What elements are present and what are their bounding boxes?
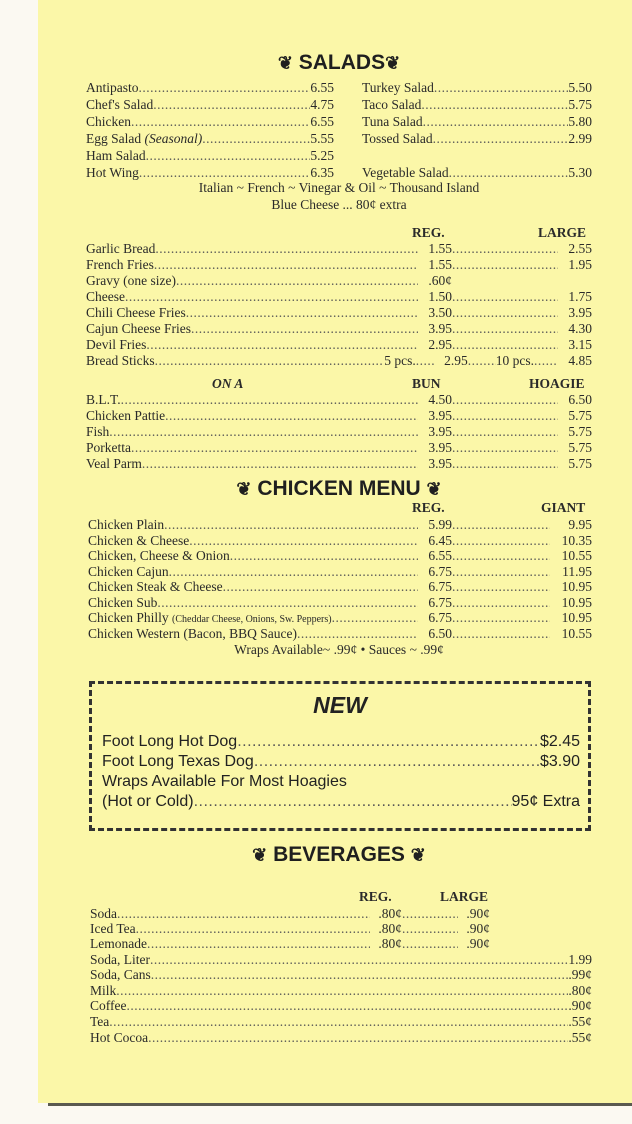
menu-item bbox=[90, 967, 592, 983]
price-large: 3.95 bbox=[568, 305, 592, 320]
item-price: 6.35 bbox=[310, 165, 334, 180]
menu-item bbox=[90, 1014, 592, 1030]
menu-item bbox=[88, 517, 592, 533]
item-name: Chef's Salad bbox=[86, 97, 154, 112]
item-name: Bread Sticks bbox=[86, 353, 155, 368]
price-large: 1.95 bbox=[568, 257, 592, 272]
item-name: Soda, Liter bbox=[90, 952, 150, 967]
menu-item bbox=[86, 392, 592, 408]
item-name: Chicken, Cheese & Onion bbox=[88, 548, 230, 563]
beverages-heading bbox=[86, 843, 592, 867]
item-price: 2.99 bbox=[568, 131, 592, 146]
price-large: 3.15 bbox=[568, 337, 592, 352]
menu-item bbox=[86, 289, 592, 305]
price-reg: 6.75 bbox=[428, 595, 452, 610]
item-name: Chicken Steak & Cheese bbox=[88, 579, 223, 594]
menu-item bbox=[86, 131, 334, 147]
item-name: Soda, Cans bbox=[90, 967, 151, 982]
item-name: Gravy (one size) bbox=[86, 273, 176, 288]
menu-item bbox=[88, 564, 592, 580]
item-name: French Fries bbox=[86, 257, 154, 272]
col-reg: REG. bbox=[412, 500, 445, 515]
price-reg: .80¢ bbox=[378, 936, 402, 951]
price-reg: 3.95 bbox=[428, 321, 452, 336]
item-note: (Cheddar Cheese, Onions, Sw. Peppers) bbox=[172, 614, 332, 625]
price-giant: 10.55 bbox=[561, 626, 592, 641]
price-reg: 1.55 bbox=[428, 257, 452, 272]
menu-item bbox=[86, 353, 592, 369]
wraps-text: Wraps Available For Most Hoagies bbox=[102, 773, 347, 790]
item-price: .99¢ bbox=[568, 967, 592, 982]
leaf-ornament-icon: ❦ bbox=[410, 845, 426, 865]
item-name: Coffee bbox=[90, 998, 127, 1013]
item-price: 5.25 bbox=[310, 148, 334, 163]
price-giant: 9.95 bbox=[568, 517, 592, 532]
item-price: $2.45 bbox=[539, 733, 580, 750]
item-name: Chili Cheese Fries bbox=[86, 305, 186, 320]
item-name: Hot Wing bbox=[86, 165, 139, 180]
menu-item bbox=[90, 952, 592, 968]
price-reg: 2.95 bbox=[428, 337, 452, 352]
menu-item bbox=[90, 921, 490, 937]
menu-item bbox=[86, 273, 592, 289]
price-large: 4.85 bbox=[568, 353, 592, 368]
price-large: 1.75 bbox=[568, 289, 592, 304]
item-name: Antipasto bbox=[86, 80, 139, 95]
item-name: Garlic Bread bbox=[86, 241, 156, 256]
menu-item bbox=[86, 456, 592, 472]
price-giant: 10.35 bbox=[561, 533, 592, 548]
price-bun: 3.95 bbox=[428, 440, 452, 455]
dressings-list: Italian ~ French ~ Vinegar & Oil ~ Thousand Island bbox=[198, 180, 480, 195]
item-name: Cajun Cheese Fries bbox=[86, 321, 191, 336]
menu-item bbox=[90, 998, 592, 1014]
item-name: Porketta bbox=[86, 440, 131, 455]
menu-item bbox=[88, 595, 592, 611]
menu-item bbox=[86, 165, 334, 181]
price-reg: 5.99 bbox=[428, 517, 452, 532]
price-large: .90¢ bbox=[466, 936, 490, 951]
price-hoagie: 5.75 bbox=[568, 424, 592, 439]
item-name: Hot Cocoa bbox=[90, 1030, 149, 1045]
price-giant: 10.95 bbox=[561, 595, 592, 610]
item-price: 1.99 bbox=[568, 952, 592, 967]
blue-cheese-note: Blue Cheese ... 80¢ extra bbox=[271, 197, 407, 212]
menu-item bbox=[88, 626, 592, 642]
item-name: Tossed Salad bbox=[362, 131, 433, 146]
col-on-a: ON A bbox=[212, 376, 244, 391]
col-giant: GIANT bbox=[541, 500, 586, 515]
menu-item bbox=[90, 906, 490, 922]
wraps-line bbox=[102, 772, 580, 792]
chicken-menu-title: CHICKEN MENU bbox=[257, 477, 421, 500]
item-price: .55¢ bbox=[568, 1014, 592, 1029]
item-price: 5.50 bbox=[568, 80, 592, 95]
menu-item bbox=[86, 321, 592, 337]
col-large: LARGE bbox=[440, 889, 489, 904]
chicken-menu-heading bbox=[86, 477, 592, 501]
menu-item bbox=[90, 1030, 592, 1046]
item-price: 4.75 bbox=[310, 97, 334, 112]
item-price: 5.75 bbox=[568, 97, 592, 112]
item-name: Cheese bbox=[86, 289, 125, 304]
menu-item bbox=[86, 305, 592, 321]
col-reg: REG. bbox=[359, 889, 392, 904]
menu-item bbox=[362, 80, 592, 96]
item-name: (Hot or Cold) bbox=[102, 793, 194, 810]
leaf-ornament-icon: ❦ bbox=[236, 479, 252, 499]
menu-item bbox=[88, 610, 592, 626]
col-bun: BUN bbox=[412, 376, 441, 391]
menu-item bbox=[362, 97, 592, 113]
wraps-sauces-note: Wraps Available~ .99¢ • Sauces ~ .99¢ bbox=[234, 642, 444, 657]
item-name: Chicken Pattie bbox=[86, 408, 166, 423]
item-name: Chicken bbox=[86, 114, 131, 129]
item-name: Chicken Plain bbox=[88, 517, 165, 532]
menu-item bbox=[362, 165, 592, 181]
new-title: NEW bbox=[313, 692, 367, 718]
menu-item bbox=[86, 148, 334, 164]
price-hoagie: 5.75 bbox=[568, 456, 592, 471]
item-price: 6.55 bbox=[310, 80, 334, 95]
price-reg: 6.75 bbox=[428, 610, 452, 625]
menu-item bbox=[86, 257, 592, 273]
col-large: LARGE bbox=[538, 225, 587, 240]
paper-edge bbox=[48, 1103, 632, 1106]
menu-item bbox=[86, 424, 592, 440]
price-giant: 10.55 bbox=[561, 548, 592, 563]
price-reg: 6.75 bbox=[428, 579, 452, 594]
item-name: Milk bbox=[90, 983, 117, 998]
price-bun: 3.95 bbox=[428, 408, 452, 423]
price-bun: 4.50 bbox=[428, 392, 452, 407]
item-name: Chicken Cajun bbox=[88, 564, 169, 579]
menu-item bbox=[102, 732, 580, 752]
price-reg: 1.55 bbox=[428, 241, 452, 256]
price-large: 4.30 bbox=[568, 321, 592, 336]
item-name: Veal Parm bbox=[86, 456, 142, 471]
price-reg: .80¢ bbox=[378, 906, 402, 921]
menu-item bbox=[86, 80, 334, 96]
price-hoagie: 5.75 bbox=[568, 408, 592, 423]
item-name: Tuna Salad bbox=[362, 114, 423, 129]
salads-heading bbox=[86, 51, 592, 75]
price-reg: 6.50 bbox=[428, 626, 452, 641]
price-large: .90¢ bbox=[466, 906, 490, 921]
col-reg: REG. bbox=[412, 225, 445, 240]
beverages-title: BEVERAGES bbox=[273, 843, 405, 866]
price-reg: .60¢ bbox=[428, 273, 452, 288]
price-reg: 6.45 bbox=[428, 533, 452, 548]
item-price: 5.80 bbox=[568, 114, 592, 129]
menu-item bbox=[86, 440, 592, 456]
item-price: 5.30 bbox=[568, 165, 592, 180]
price-reg: 6.75 bbox=[428, 564, 452, 579]
item-name: Foot Long Texas Dog bbox=[102, 753, 254, 770]
item-price: .90¢ bbox=[568, 998, 592, 1013]
item-price: 95¢ Extra bbox=[511, 793, 580, 810]
salads-title: SALADS bbox=[298, 51, 386, 74]
item-price: 5.55 bbox=[310, 131, 334, 146]
menu-item bbox=[86, 408, 592, 424]
leaf-ornament-icon: ❦ bbox=[277, 53, 293, 73]
menu-item bbox=[86, 97, 334, 113]
menu-item bbox=[86, 337, 592, 353]
price-large: 2.55 bbox=[568, 241, 592, 256]
item-note: (Seasonal) bbox=[144, 131, 203, 146]
item-name: Vegetable Salad bbox=[362, 165, 449, 180]
qty-small: 5 pcs. bbox=[384, 353, 416, 368]
item-name: Chicken & Cheese bbox=[88, 533, 190, 548]
item-price: $3.90 bbox=[539, 753, 580, 770]
price-hoagie: 5.75 bbox=[568, 440, 592, 455]
leaf-ornament-icon: ❦ bbox=[252, 845, 268, 865]
menu-item bbox=[86, 114, 334, 130]
menu-item bbox=[90, 983, 592, 999]
col-hoagie: HOAGIE bbox=[529, 376, 585, 391]
menu-item bbox=[102, 752, 580, 772]
price-giant: 11.95 bbox=[562, 564, 592, 579]
menu-item bbox=[88, 579, 592, 595]
item-price: .55¢ bbox=[568, 1030, 592, 1045]
price-reg: 1.50 bbox=[428, 289, 452, 304]
item-name: Chicken Philly bbox=[88, 610, 169, 625]
item-name: Chicken Sub bbox=[88, 595, 158, 610]
price-giant: 10.95 bbox=[561, 610, 592, 625]
item-name: Foot Long Hot Dog bbox=[102, 733, 238, 750]
price-reg: 6.55 bbox=[428, 548, 452, 563]
item-name: Tea bbox=[90, 1014, 110, 1029]
item-name: Egg Salad bbox=[86, 131, 142, 146]
item-name: Soda bbox=[90, 906, 117, 921]
price-reg: 3.50 bbox=[428, 305, 452, 320]
item-price: 6.55 bbox=[310, 114, 334, 129]
menu-item bbox=[88, 533, 592, 549]
leaf-ornament-icon: ❦ bbox=[426, 479, 442, 499]
menu-item bbox=[362, 114, 592, 130]
leaf-ornament-icon: ❦ bbox=[385, 53, 401, 73]
new-items-box bbox=[89, 681, 591, 831]
menu-item bbox=[362, 131, 592, 147]
item-name: Fish bbox=[86, 424, 110, 439]
item-price: .80¢ bbox=[568, 983, 592, 998]
item-name: Turkey Salad bbox=[362, 80, 434, 95]
item-name: B.L.T. bbox=[86, 392, 121, 407]
qty-large: 10 pcs. bbox=[495, 353, 534, 368]
price-bun: 3.95 bbox=[428, 424, 452, 439]
menu-item bbox=[102, 792, 580, 812]
menu-item bbox=[90, 936, 490, 952]
item-name: Chicken Western (Bacon, BBQ Sauce) bbox=[88, 626, 297, 641]
menu-item bbox=[88, 548, 592, 564]
menu-item bbox=[86, 241, 592, 257]
price-giant: 10.95 bbox=[561, 579, 592, 594]
item-name: Lemonade bbox=[90, 936, 147, 951]
price-large: .90¢ bbox=[466, 921, 490, 936]
item-name: Ham Salad bbox=[86, 148, 146, 163]
price-hoagie: 6.50 bbox=[568, 392, 592, 407]
price-reg: 2.95 bbox=[444, 353, 468, 368]
price-reg: .80¢ bbox=[378, 921, 402, 936]
item-name: Devil Fries bbox=[86, 337, 147, 352]
item-name: Iced Tea bbox=[90, 921, 136, 936]
price-bun: 3.95 bbox=[428, 456, 452, 471]
item-name: Taco Salad bbox=[362, 97, 422, 112]
